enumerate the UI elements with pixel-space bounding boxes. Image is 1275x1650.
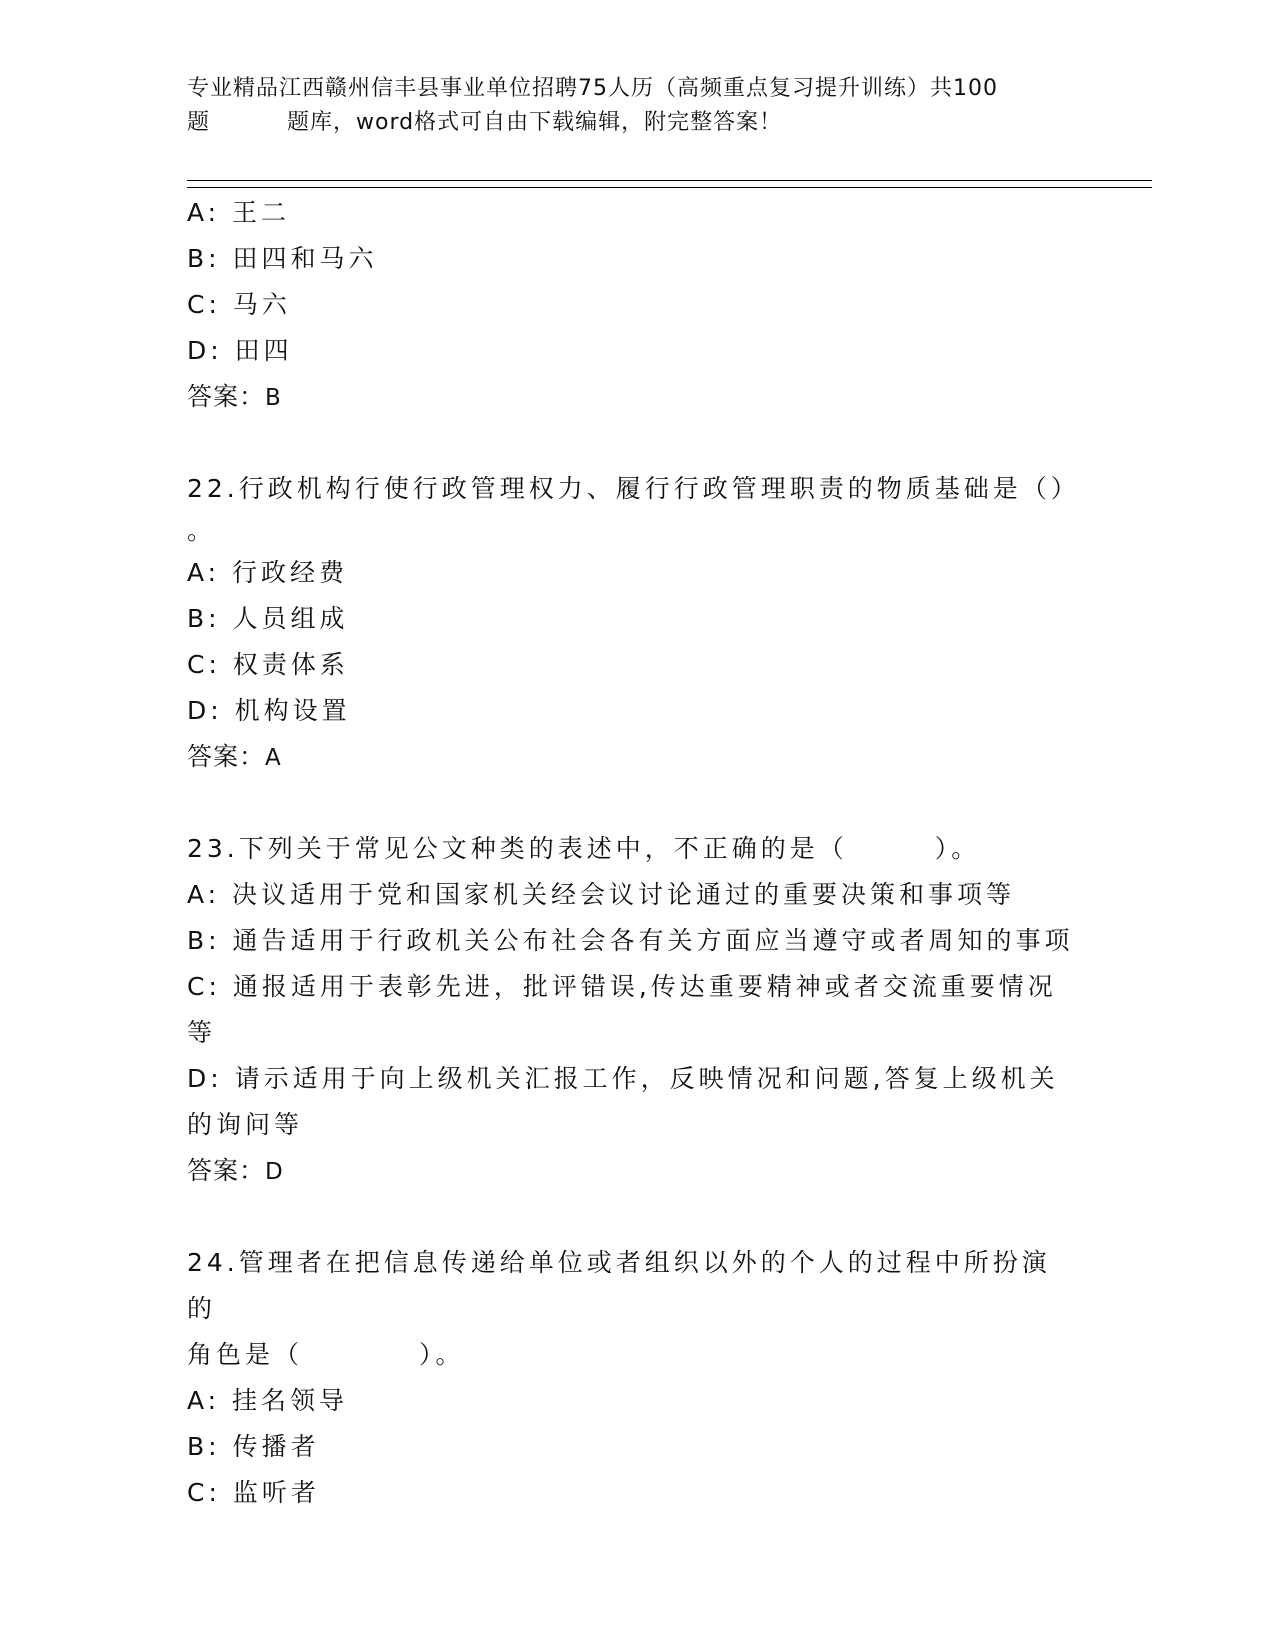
q23-answer bbox=[187, 1148, 1077, 1195]
q22-option-d: D: 机构设置 bbox=[187, 696, 351, 725]
q21-option-d: D: 田四 bbox=[187, 336, 293, 365]
spacer bbox=[187, 421, 1077, 466]
header-line2-rest: 题库，word格式可自由下载编辑，附完整答案！ bbox=[287, 110, 783, 135]
header-divider-bottom bbox=[187, 187, 1152, 188]
question-23 bbox=[187, 826, 1077, 1195]
question-22 bbox=[187, 466, 1080, 781]
header-title-line1: 专业精品江西赣州信丰县事业单位招聘75人历（高频重点复习提升训练）共100 bbox=[187, 76, 998, 101]
q23-option-d-line2: 的询问等 bbox=[187, 1110, 304, 1139]
header-line2-lead: 题 bbox=[187, 110, 211, 135]
q23-option-c-line2: 等 bbox=[187, 1018, 217, 1047]
q24-option-a: A: 挂名领导 bbox=[187, 1386, 349, 1415]
header-title-line2 bbox=[187, 106, 1067, 140]
document-body bbox=[187, 190, 1080, 1516]
spacer bbox=[187, 1195, 1077, 1240]
q23-option-d-line1: D: 请示适用于向上级机关汇报工作，反映情况和问题,答复上级机关 bbox=[187, 1064, 1059, 1093]
q24-option-b: B: 传播者 bbox=[187, 1432, 320, 1461]
q21-answer-value: B bbox=[265, 385, 282, 411]
q22-stem-line1: 22.行政机构行使行政管理权力、履行行政管理职责的物质基础是（） bbox=[187, 474, 1080, 503]
q21-option-a: A: 王二 bbox=[187, 198, 291, 227]
q23-option-b: B: 通告适用于行政机关公布社会各有关方面应当遵守或者周知的事项 bbox=[187, 926, 1074, 955]
q23-option-c-line1: C: 通报适用于表彰先进，批评错误,传达重要精神或者交流重要情况 bbox=[187, 972, 1057, 1001]
q24-stem-line1: 24.管理者在把信息传递给单位或者组织以外的个人的过程中所扮演的 bbox=[187, 1248, 1051, 1323]
q22-option-a: A: 行政经费 bbox=[187, 558, 349, 587]
q21-answer bbox=[187, 374, 1077, 421]
spacer bbox=[187, 781, 1077, 826]
question-21 bbox=[187, 190, 1077, 421]
q21-option-b: B: 田四和马六 bbox=[187, 244, 378, 273]
q23-answer-value: D bbox=[265, 1159, 284, 1185]
q21-answer-label: 答案： bbox=[187, 382, 266, 411]
document-header bbox=[187, 72, 1067, 140]
q22-answer-value: A bbox=[265, 745, 282, 771]
q22-answer bbox=[187, 734, 1077, 781]
q22-option-c: C: 权责体系 bbox=[187, 650, 349, 679]
q23-answer-label: 答案： bbox=[187, 1156, 266, 1185]
question-24 bbox=[187, 1240, 1077, 1516]
header-divider-top bbox=[187, 180, 1152, 181]
q21-option-c: C: 马六 bbox=[187, 290, 291, 319]
q23-option-a: A: 决议适用于党和国家机关经会议讨论通过的重要决策和事项等 bbox=[187, 880, 1016, 909]
q22-answer-label: 答案： bbox=[187, 742, 266, 771]
q23-stem-line1: 23.下列关于常见公文种类的表述中，不正确的是（ ）。 bbox=[187, 834, 981, 863]
q22-option-b: B: 人员组成 bbox=[187, 604, 349, 633]
q24-stem-line2: 角色是（ ）。 bbox=[187, 1340, 465, 1369]
q24-option-c: C: 监听者 bbox=[187, 1478, 320, 1507]
q22-stem-line2: 。 bbox=[187, 516, 217, 545]
